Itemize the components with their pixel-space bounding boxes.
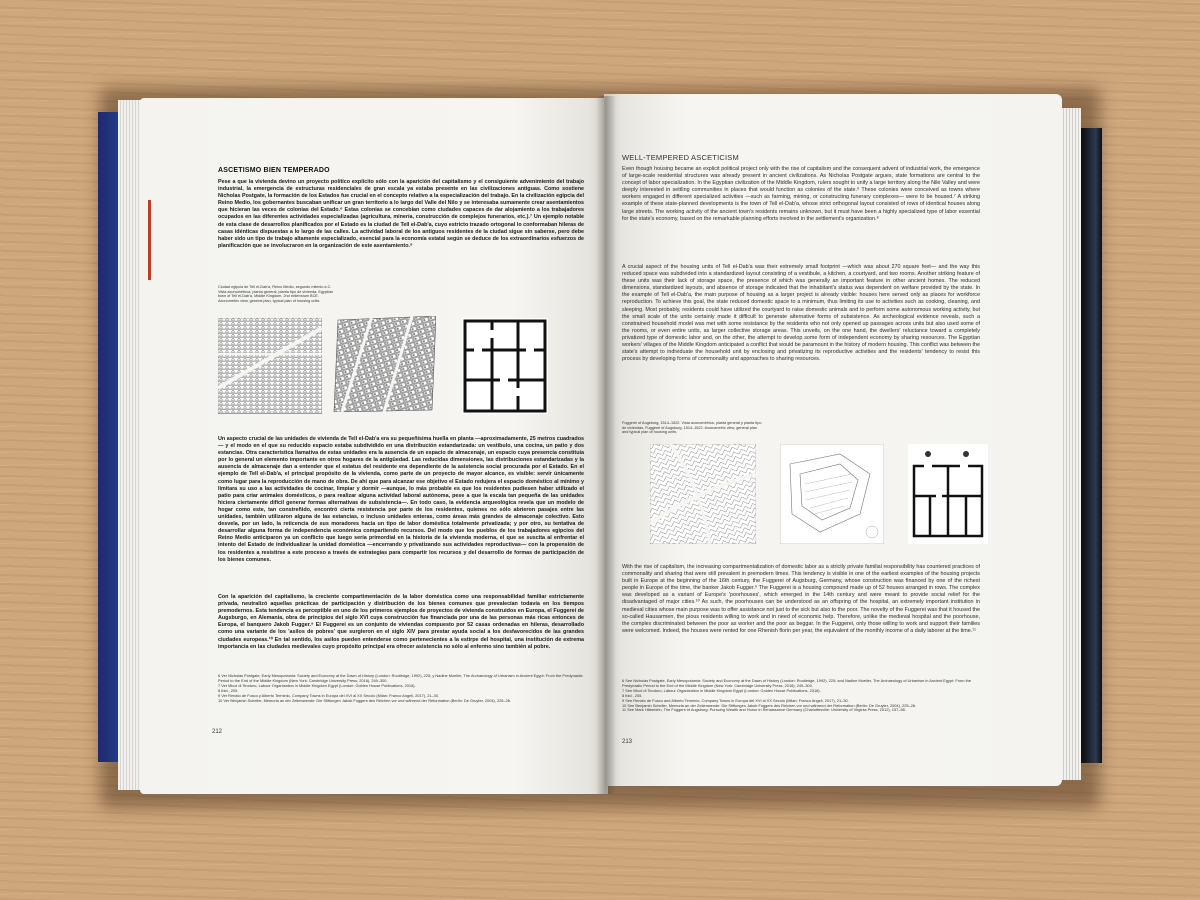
footnote: 8 Ibid., 205. bbox=[218, 687, 239, 693]
book-gutter bbox=[596, 96, 616, 794]
footnote: 11 See Mark Häberlein, The Fuggers of Augsburg: Pursuing Wealth and Honor in Renaissance Germany (Charlottesville: University of Virginia Press, 2012), 157–58. bbox=[622, 707, 906, 713]
footnote: 7 Ver Micol di Teodoro, Labour Organization in Middle Kingdom Egypt (London: Golden House Publications, 2018). bbox=[218, 682, 416, 688]
left-intro-paragraph: Pese a que la vivienda devino un proyecto político explícito sólo con la aparición del capitalismo y el consiguiente advenimiento del trabajo industrial, la emergencia de estructuras residenciales de gran escala ya estaba presente en las civilizaciones antiguas. Como sostiene Nicholas Postgate, la formación de los Estados fue crucial en el concepto relativo a la especialización del trabajo. En la civilización egipcia del Reino Medio, los gobernantes buscaban unificar un gran territorio a lo largo del Valle del Nilo y se interesaba sumamente crear asentamientos que hicieran las veces de colonias del Estado.⁶ Estas colonias se concebían como ciudades capaces de dar alojamiento a los trabajadores ocupados en las diferentes actividades especializadas (agricultura, minería, construcción de complejos funerarios, etc.).⁷ Un ejemplo notable de esta clase de desarrollos planificados por el Estado es la ciudad de Tell el-Dab'a, cuyo estricto trazado ortogonal lo conformaban hileras de casas idénticas dispuestas a lo largo de las calles. La actividad laboral de los antiguos residentes de la ciudad sigue sin saberse, pero debe haber sido un tipo de trabajo altamente especializado, esencial para la economía estatal según se deduce de los extraordinarios esfuerzos de planificación que se involucraron en la organización de este asentamiento.⁸ bbox=[218, 179, 584, 249]
right-body-paragraph-1: A crucial aspect of the housing units of Tell el-Dab'a was their extremely small footprint —which was about 270 square feet— and the way this reduced space was subdivided into a standardized layout consisting of a vestibule, a kitchen, a courtyard, and two rooms. Another striking feature of these units was their lack of storage space, the presence of which was generally an important feature in other ancient homes. The reduced dimensions, standardized layouts, and absence of storage indicated that the inhabitant's status was dependent on welfare provided by the state. In the example of Tell el-Dab'a, the main purpose of housing as a larger project is already visible: houses here served only as places for workforce reproduction. To achieve this goal, the state reduced domestic space to a minimum, thus limiting its use to activities such as cooking, cleaning, and sleeping. Most probably, residents could have utilized the courtyard to raise domestic animals and to perform some autonomous working activity, but the small scale of the units certainly made it difficult to generate alternative forms of subsistence. As archeological evidence reveals, such a constrained household model was met with some resistance by the residents who not only opened up passages across units but also used some of the rooms, or even entire units, as larger collective storage areas. This unveils, on the one hand, the dwellers' reluctance toward a completely privatized type of domestic labor and, on the other, the attempt to develop some form of independent economy by sharing resources. The Egyptian workers' villages of the Middle Kingdom anticipated a conflict that would be paramount in the history of modern housing. This conflict was between the state's attempt to individuate the household unit by enclosing and privatizing its reproductive activities and the residents' tendency to resist this process by developing forms of commonality and approaches to sharing resources. bbox=[622, 264, 980, 363]
footnote: 10 Ver Benjamin Scheller, Memoria an der Zeitenwende: Die Stiftungen Jakob Fuggers des Reichen vor und während der Reformation (Berlin: De Gruyter, 2004), 225–26. bbox=[218, 697, 512, 703]
general-plan-figure bbox=[332, 316, 436, 412]
right-page-number: 213 bbox=[622, 739, 633, 745]
left-figure-caption: Ciudad egipcia de Tell el-Dab'a, Reino Medio, segundo milenio a.C. Vista axonométrica, planta general, planta tipo de vivienda. Egyptian town of Tell el-Dab'a, Middle Kingdom, 2nd millennium BCE. Axonometric view, general plan, typical plan of housing units. bbox=[218, 285, 334, 303]
fuggerei-general-plan-figure bbox=[780, 444, 884, 544]
axonometric-view-figure bbox=[218, 318, 322, 414]
footnote: 6 See Nicholas Postgate, Early Mesopotamia: Society and Economy at the Dawn of History (London: Routledge, 1992), 225; and Nadine Moeller, The Archaeology of Urbanism in Ancient Egypt: From the Predynastic Period to the End of the Middle Kingdom (New York: Cambridge University Press, 2016), 249–300. bbox=[622, 678, 971, 688]
footnote: 8 Ibid., 205. bbox=[622, 692, 643, 698]
left-body-paragraph-2: Con la aparición del capitalismo, la creciente compartimentación de la labor doméstica como una responsabilidad familiar estrictamente privada, neutralizó aquellas prácticas de participación y distribución de los bienes comunes que prevalecían todavía en los tiempos premodernos. Esta tendencia es perceptible en uno de los primeros ejemplos de proyectos de vivienda construidos en Europa, el Fuggerei de Augsburgo, en Alemania, obra de principios del siglo XVI cuya construcción fue financiada por una de las personas más ricas entonces de Europa, el banquero Jakob Fugger.⁹ El Fuggerei es un conjunto de viviendas compuesto por 52 casas ordenadas en hileras, desarrollado como una variante de los 'asilos de pobres' que surgieron en el siglo XIV para prestar ayuda social a los desfavorecidos de las grandes ciudades europeas.¹⁰ En tal sentido, los asilos pueden entenderse como pertenecientes a la estirpe del hospital, una institución de extrema importancia en las ciudades medievales cuyo propósito principal era ofrecer asistencia no sólo al enfermo sino también al pobre. bbox=[218, 594, 584, 650]
right-body-paragraph-2: With the rise of capitalism, the increasing compartmentalization of domestic labor as a strictly private familial responsibility has countered practices of commonality and sharing that were still prevalent in premodern times. This tendency is visible in one of the earliest examples of the housing projects built in Europe at the beginning of the 16th century, the Fuggerei of Augsburg, Germany, whose construction was financed by one of the richest people in Europe of the time, the banker Jakob Fugger.⁹ The Fuggerei is a housing compound made up of 52 houses arranged in rows. The complex was developed as a variant of Europe's 'poorhouses', which emerged in the 14th century and were meant to provide social relief for the disadvantaged of major cities.¹⁰ As such, the poorhouses can be understood as an offspring of the hospital, an extremely important institution in medieval cities whose main purpose was to offer assistance not just to the sick but also to the poor. The novelty of the Fuggerei was that it housed the so-called Hausarmen, the pious residents willing to work and in need of economic help. Therefore, unlike the medieval hospital and the poorhouse, the complex discriminated between the poor as worker and the poor as beggar. In the Fuggerei, only those willing to work and support their families were welcomed. Indeed, the houses were rented for one Rhenish florin per year, the equivalent of the monthly income of a daily laborer at the time.¹¹ bbox=[622, 564, 980, 634]
footnote: 6 Ver Nicholas Postgate, Early Mesopotamia: Society and Economy at the Dawn of History (London: Routledge, 1992), 225; y Nadine Moeller, The Archaeology of Urbanism in Ancient Egypt: From the Predynastic Period to the End of the Middle Kingdom (New York: Cambridge University Press, 2016), 249–300. bbox=[218, 673, 583, 683]
footnote: 9 See Renato de Fusco and Alberto Terminio, Company Towns in Europa del XVI al XX Secolo (Milan: Franco Angeli, 2017), 21–30. bbox=[622, 697, 849, 703]
footnote: 9 Ver Renato de Fusco y Alberto Terminio, Company Towns in Europa del XVI al XX Secolo (Milan: Franco Angeli, 2017), 21–30. bbox=[218, 692, 440, 698]
left-body-paragraph-1: Un aspecto crucial de las unidades de vivienda de Tell el-Dab'a era su pequeñísima huella en planta —aproximadamente, 25 metros cuadrados— y el modo en el que su reducido espacio estaba subdividido en una distribución estandarizada: un vestíbulo, una cocina, un patio y dos estancias. Otra característica llamativa de estas unidades era la ausencia de un espacio de almacenaje, un espacio cuya presencia constituía por lo general un elemento importante en otros hogares de la antigüedad. Las reducidas dimensiones, las distribuciones estandarizadas y la ausencia de almacenaje dan a entender que el estatus del residente era dependiente de la asistencia social procurada por el Estado. En el ejemplo de Tell el-Dab'a, el principal propósito de la vivienda, como parte de un proyecto de mayor alcance, es visible: servir únicamente como lugar para la reproducción de mano de obra. De ahí que para alcanzar ese objetivo el Estado redujera el espacio doméstico al mínimo y limitara su uso a las actividades de cocinar, limpiar y dormir —aunque, lo más probable es que los residentes pudiesen haber utilizado el patio para criar animales domésticos, o para realizar alguna actividad laboral autónoma, pese a que la escala tan pequeña de las unidades hiciera ciertamente difícil generar formas alternativas de subsistencia—. En todo caso, la evidencia arqueológica revela que un modelo de hogar como este, tan constreñido, encontró cierta resistencia por parte de los residentes, quienes no sólo abrieron pasajes entre las unidades, también utilizaron alguna de las estancias, o incluso unidades enteras, como áreas más grandes de almacenaje colectivo. Esto desvela, por un lado, la reticencia de sus moradores hacia un tipo de labor doméstica totalmente privatizada; y por otro, su tentativa de desarrollar alguna forma de independencia económica compartiendo recursos. Del modo que los pueblos de los trabajadores egipcios del Reino Medio anticiparon ya un conflicto que luego sería primordial en la historia de la vivienda moderna, el que se suscita al enfrentar el intento del Estado de individualizar la unidad doméstica —encerrando y privatizando sus actividades reproductivas— con la propensión de los residentes a resistirse a este proceso a través de estrategias para compartir los recursos y del desarrollo de formas de participación de los bienes comunes. bbox=[218, 436, 584, 563]
right-intro-paragraph: Even though housing became an explicit political project only with the rise of capitalism and the consequent advent of industrial work, the emergence of large-scale residential structures was already present in ancient civilizations. As Nicholas Postgate argues, state formations are central to the concept of labor specialization. In the Egyptian civilization of the Middle Kingdom, rulers sought to unify a large territory along the Nile Valley and were deeply interested in settling communities in places that would function as colonies of the state.⁶ These colonies were conceived as towns where workers engaged in different specialized activities —such as farming, mining, or constructing funerary complexes— were to be housed.⁷ A striking example of these state-planned developments is the town of Tell el-Dab'a, whose strict orthogonal layout consisted of rows of identical houses along large streets. The working activity of the ancient town's residents remains unknown, but it must have been a highly specialized type of labor essential for the state's economy, based on the remarkable planning efforts involved in the settlement's organization.⁸ bbox=[622, 166, 980, 222]
page-tab-mark bbox=[148, 200, 151, 280]
left-page-heading: ASCETISMO BIEN TEMPERADO bbox=[218, 167, 330, 174]
typical-plan-figure bbox=[462, 318, 548, 414]
fuggerei-typical-plan-figure bbox=[908, 444, 988, 544]
right-figure-caption: Fuggerei of Augsburg, 1514–1522. Vista axonométrica, planta general y planta tipo de viviendas. Fuggerei of Augsburg, 1514–1522. Axonometric view, general plan and typical plan of housing units. bbox=[622, 421, 762, 435]
right-page-heading: WELL-TEMPERED ASCETICISM bbox=[622, 153, 739, 162]
left-page-number: 212 bbox=[212, 729, 223, 735]
right-footnotes bbox=[622, 679, 980, 713]
fuggerei-axonometric-figure bbox=[650, 444, 756, 544]
left-footnotes bbox=[218, 674, 584, 703]
footnote: 7 See Micol di Teodoro, Labour Organization in Middle Kingdom Egypt (London: Golden House Publications, 2018). bbox=[622, 687, 821, 693]
footnote: 10 See Benjamin Scheller, Memoria an der Zeitenwende: Die Stiftungen Jakob Fuggers des Reichen vor und während der Reformation (Berlin: De Gruyter, 2004), 225–26. bbox=[622, 702, 917, 708]
